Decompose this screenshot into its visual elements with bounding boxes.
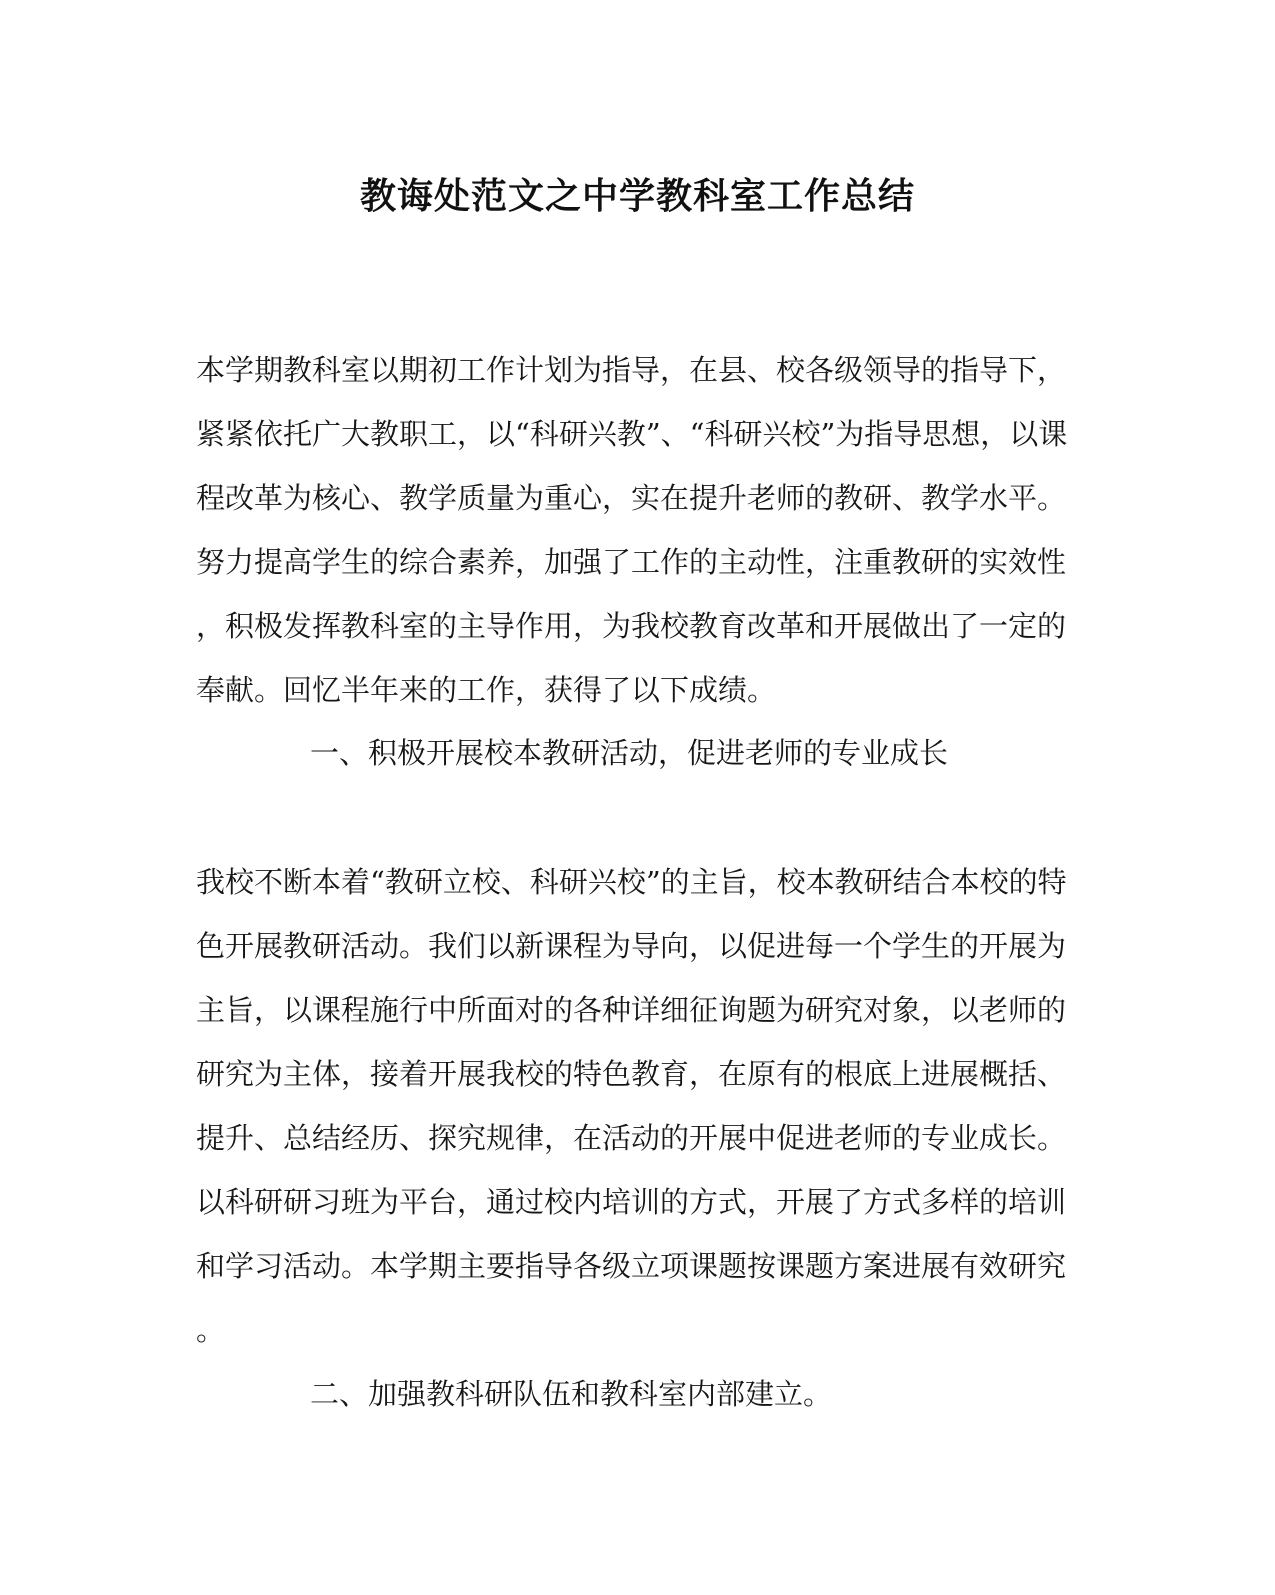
document-title: 教诲处范文之中学教科室工作总结 [359, 175, 915, 217]
paragraph-2-line: 我校不断本着“教研立校、科研兴校”的主旨，校本教研结合本校的特 [196, 865, 1067, 899]
paragraph-1-line: 努力提高学生的综合素养，加强了工作的主动性，注重教研的实效性 [196, 545, 1067, 579]
paragraph-1-line: 本学期教科室以期初工作计划为指导，在县、校各级领导的指导下， [196, 353, 1067, 387]
paragraph-2-line: 。 [196, 1313, 226, 1347]
paragraph-1-line: ，积极发挥教科室的主导作用，为我校教育改革和开展做出了一定的 [196, 609, 1067, 643]
paragraph-1-line: 紧紧依托广大教职工，以“科研兴教”、“科研兴校”为指导思想，以课 [196, 417, 1068, 451]
paragraph-2-line: 研究为主体，接着开展我校的特色教育，在原有的根底上进展概括、 [196, 1057, 1067, 1091]
paragraph-2-line: 主旨，以课程施行中所面对的各种详细征询题为研究对象，以老师的 [196, 993, 1067, 1027]
section-heading-1: 一、积极开展校本教研活动，促进老师的专业成长 [310, 736, 949, 770]
paragraph-2-line: 以科研研习班为平台，通过校内培训的方式，开展了方式多样的培训 [196, 1185, 1067, 1219]
section-heading-2: 二、加强教科研队伍和教科室内部建立。 [310, 1377, 833, 1411]
paragraph-1-line: 程改革为核心、教学质量为重心，实在提升老师的教研、教学水平。 [196, 481, 1067, 515]
paragraph-1-line: 奉献。回忆半年来的工作，获得了以下成绩。 [196, 673, 777, 707]
paragraph-2-line: 提升、总结经历、探究规律，在活动的开展中促进老师的专业成长。 [196, 1121, 1067, 1155]
paragraph-2-line: 色开展教研活动。我们以新课程为导向，以促进每一个学生的开展为 [196, 929, 1067, 963]
paragraph-2-line: 和学习活动。本学期主要指导各级立项课题按课题方案进展有效研究 [196, 1249, 1067, 1283]
